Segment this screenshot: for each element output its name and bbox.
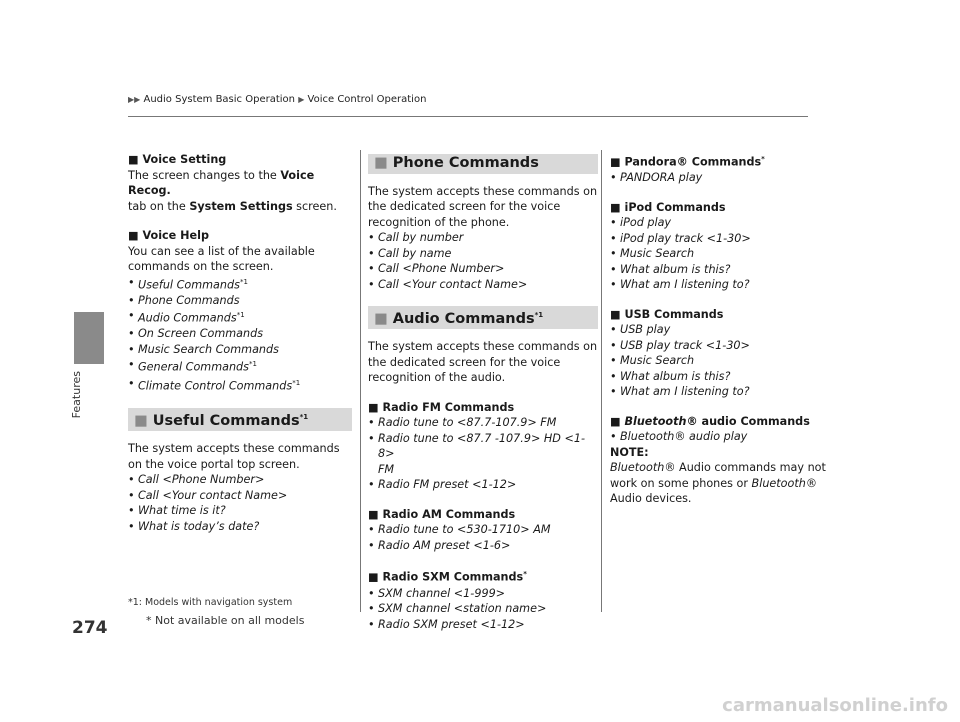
square-bullet-icon: ■ bbox=[128, 229, 139, 242]
voice-setting-heading: ■ Voice Setting bbox=[128, 153, 227, 166]
list-item: • Radio tune to <87.7-107.9> FM bbox=[368, 415, 598, 431]
list-item: • Radio AM preset <1-6> bbox=[368, 538, 598, 554]
bluetooth-heading: ■ Bluetooth® audio Commands bbox=[610, 414, 810, 428]
voice-setting-text: The screen changes to the Voice Recog. tab on the System Settings screen. bbox=[128, 168, 337, 213]
column-right bbox=[610, 152, 842, 507]
square-bullet-icon: ■ bbox=[610, 155, 621, 169]
list-item: • Call <Your contact Name> bbox=[368, 277, 598, 293]
square-bullet-icon: ■ bbox=[368, 571, 379, 585]
voice-help-text: You can see a list of the available commands on the screen. bbox=[128, 244, 315, 273]
list-item: • What time is it? bbox=[128, 503, 352, 519]
phone-commands-list bbox=[368, 230, 598, 292]
availability-footnote: * Not available on all models bbox=[146, 614, 305, 627]
column-divider bbox=[601, 150, 602, 612]
radio-am-heading: ■ Radio AM Commands bbox=[368, 507, 516, 521]
pandora-heading: ■ Pandora® Commands* bbox=[610, 155, 765, 169]
square-bullet-icon: ■ bbox=[368, 507, 379, 521]
list-item: • Bluetooth® audio play bbox=[610, 429, 842, 445]
list-item: • Radio tune to <530-1710> AM bbox=[368, 522, 598, 538]
list-item: • iPod play bbox=[610, 215, 842, 231]
list-item: • Radio tune to <87.7 -107.9> HD <1-8> bbox=[368, 431, 598, 462]
square-bullet-icon: ■ bbox=[128, 153, 139, 166]
phone-commands-banner: ■ Phone Commands bbox=[368, 154, 598, 174]
radio-am-list bbox=[368, 522, 598, 553]
list-item: • What is today’s date? bbox=[128, 519, 352, 535]
header-rule bbox=[128, 116, 808, 117]
note-label: NOTE: bbox=[610, 445, 649, 459]
list-item: • Call <Phone Number> bbox=[128, 472, 352, 488]
list-item: • iPod play track <1-30> bbox=[610, 231, 842, 247]
voice-help-list bbox=[128, 275, 352, 394]
useful-commands-banner: ■ Useful Commands$^{*1}$ bbox=[128, 408, 352, 431]
list-item: • Call <Your contact Name> bbox=[128, 488, 352, 504]
list-item: • Useful Commands$^{*1}$ bbox=[128, 275, 352, 293]
radio-fm-list bbox=[368, 415, 598, 493]
list-item: • PANDORA play bbox=[610, 170, 842, 186]
phone-commands-text: The system accepts these commands on the dedicated screen for the voice recognition of the phone. bbox=[368, 184, 598, 229]
radio-sxm-heading: ■ Radio SXM Commands* bbox=[368, 570, 527, 585]
list-item: • Audio Commands$^{*1}$ bbox=[128, 308, 352, 326]
list-item: • What album is this? bbox=[610, 369, 842, 385]
breadcrumb-link-basic-operation[interactable]: Audio System Basic Operation bbox=[143, 94, 295, 105]
breadcrumb bbox=[128, 94, 426, 105]
square-bullet-icon: ■ bbox=[374, 310, 388, 327]
audio-commands-text: The system accepts these commands on the dedicated screen for the voice recognition of the audio. bbox=[368, 340, 598, 385]
list-item: • SXM channel <1-999> bbox=[368, 586, 598, 602]
list-item: • Radio FM preset <1-12> bbox=[368, 477, 598, 493]
list-item: • USB play bbox=[610, 322, 842, 338]
list-item: • Call by name bbox=[368, 246, 598, 262]
list-item: • Phone Commands bbox=[128, 293, 352, 309]
list-item: • Call by number bbox=[368, 230, 598, 246]
radio-sxm-list bbox=[368, 586, 598, 633]
list-item: • Radio SXM preset <1-12> bbox=[368, 617, 598, 633]
useful-commands-text: The system accepts these commands on the voice portal top screen. bbox=[128, 442, 340, 471]
list-item: • What album is this? bbox=[610, 262, 842, 278]
section-label: Features bbox=[70, 371, 83, 419]
list-item: • General Commands$^{*1}$ bbox=[128, 357, 352, 375]
list-item: • On Screen Commands bbox=[128, 326, 352, 342]
list-item: • USB play track <1-30> bbox=[610, 338, 842, 354]
list-item: • Music Search bbox=[610, 353, 842, 369]
models-note: *1: Models with navigation system bbox=[128, 597, 293, 608]
list-item: • Call <Phone Number> bbox=[368, 261, 598, 277]
square-bullet-icon: ■ bbox=[134, 412, 148, 429]
column-left bbox=[128, 152, 352, 534]
square-bullet-icon: ■ bbox=[368, 400, 379, 414]
section-tab bbox=[74, 312, 104, 364]
breadcrumb-arrow-icon: ▶▶ bbox=[128, 95, 141, 104]
square-bullet-icon: ■ bbox=[610, 200, 621, 214]
square-bullet-icon: ■ bbox=[610, 414, 621, 428]
square-bullet-icon: ■ bbox=[374, 155, 388, 171]
list-item: • Music Search bbox=[610, 246, 842, 262]
audio-commands-banner: ■ Audio Commands$^{*1}$ bbox=[368, 306, 598, 329]
breadcrumb-separator-icon: ▶ bbox=[298, 95, 305, 104]
square-bullet-icon: ■ bbox=[610, 307, 621, 321]
list-item-continuation: FM bbox=[378, 462, 395, 476]
column-divider bbox=[360, 150, 361, 612]
usb-list bbox=[610, 322, 842, 400]
voice-help-heading: ■ Voice Help bbox=[128, 229, 209, 242]
breadcrumb-link-voice-control[interactable]: Voice Control Operation bbox=[307, 94, 427, 105]
useful-commands-list bbox=[128, 472, 352, 534]
list-item: • Music Search Commands bbox=[128, 342, 352, 358]
list-item: • What am I listening to? bbox=[610, 384, 842, 400]
column-middle bbox=[368, 154, 598, 632]
ipod-list bbox=[610, 215, 842, 293]
list-item: • What am I listening to? bbox=[610, 277, 842, 293]
bluetooth-note: Bluetooth® Audio commands may not work on some phones or Bluetooth® Audio devices. bbox=[610, 461, 826, 506]
list-item: • Climate Control Commands$^{*1}$ bbox=[128, 376, 352, 394]
radio-fm-heading: ■ Radio FM Commands bbox=[368, 400, 515, 414]
list-item: • SXM channel <station name> bbox=[368, 601, 598, 617]
watermark: carmanualsonline.info bbox=[722, 695, 948, 716]
usb-heading: ■ USB Commands bbox=[610, 307, 724, 321]
ipod-heading: ■ iPod Commands bbox=[610, 200, 726, 214]
page-number: 274 bbox=[72, 618, 108, 638]
